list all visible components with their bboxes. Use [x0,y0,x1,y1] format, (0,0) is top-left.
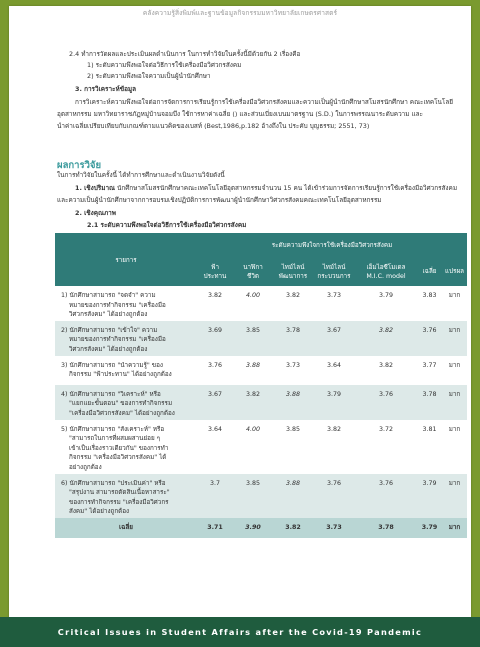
cell-value: 3.76 [355,474,417,518]
total-value: 3.82 [273,518,313,538]
column-header: นาฬิกา ชีวิต [233,257,273,286]
mean-header: เฉลี่ย [417,257,442,286]
table-header-row-1 [55,233,467,257]
cell-value: 3.64 [197,420,233,474]
cell-value: 3.85 [233,321,273,356]
row-item: 6) นักศึกษาสามารถ "ประเมินค่า" หรือ "สรุปงาน สามารถตัดสินเนื้อหาสาระ" ของการทำกิจกรรม "เครื่องมือวิศวกร สังคม" ได้อย่างถูกต้อง [55,474,197,518]
cell-value: 4.00 [233,286,273,321]
row-item: 3) นักศึกษาสามารถ "นำความรู้" ของ กิจกรรม "ฟ้าประทาน" ได้อย่างถูกต้อง [55,356,197,385]
cell-value: 3.79 [313,385,355,420]
cell-mean: 3.77 [417,356,442,385]
analysis-heading: 3. การวิเคราะห์ข้อมูล [75,85,137,93]
cell-value: 3.82 [197,286,233,321]
cell-value: 3.85 [273,420,313,474]
table-row [55,286,467,321]
cell-mean: 3.76 [417,321,442,356]
cell-value: 3.82 [313,420,355,474]
table-row [55,321,467,356]
analysis-text-line-2: อุตสาหกรรม มหาวิทยาราชภัฏหมู่บ้านจอมบึง ใช้การหาค่าเฉลี่ย () และส่วนเบี่ยงเบนมาตรฐาน (S.D.) ในการพรรณนาระดับความ และ [57,110,423,118]
table-row [55,474,467,518]
table-row [55,385,467,420]
cell-value: 3.82 [355,356,417,385]
total-label: เฉลี่ย [55,518,197,538]
cell-value: 3.72 [355,420,417,474]
column-header: ไทม์ไลน์ กระบวนการ [313,257,355,286]
quantitative-label: 1. เชิงปริมาณ [75,184,115,192]
table-row [55,420,467,474]
cell-value: 3.82 [355,321,417,356]
cell-interp: มาก [442,474,467,518]
total-value: 3.71 [197,518,233,538]
cell-value: 3.79 [355,286,417,321]
cell-mean: 3.79 [417,474,442,518]
column-header: ไทม์ไลน์ พัฒนาการ [273,257,313,286]
total-value: 3.73 [313,518,355,538]
cell-value: 3.64 [313,356,355,385]
column-header: ฟ้า ประทาน [197,257,233,286]
row-item: 5) นักศึกษาสามารถ "สังเคราะห์" หรือ "สามารถในการที่ผสมผสานย่อย ๆ เข้าเป็นเรื่องราวเดียวกัน" ของการทำ กิจกรรม "เครื่องมือวิศวกรสังคม" ได้ อย่างถูกต้อง [55,420,197,474]
cell-value: 3.67 [197,385,233,420]
cell-interp: มาก [442,321,467,356]
cell-value: 3.67 [313,321,355,356]
cell-interp: มาก [442,385,467,420]
interpretation-header: แปรผล [442,257,467,286]
item-header: รายการ [55,233,197,286]
results-intro: ในการทำวิจัยในครั้งนี้ ได้ทำการศึกษาและดำเนินงานวิจัยดังนี้ [57,171,225,179]
cell-value: 3.88 [273,474,313,518]
group-header: ระดับความพึงใจการใช้เครื่องมือวิศวกรสังคม [197,233,467,257]
cell-value: 3.88 [273,385,313,420]
cell-value: 4.00 [233,420,273,474]
column-header: เอ็มไอซีโมเดล M.I.C. model [355,257,417,286]
row-item: 4) นักศึกษาสามารถ "วิเคราะห์" หรือ "แยกแยะขั้นตอน" ของการทำกิจกรรม "เครื่องมือวิศวกรสังคม" ได้อย่างถูกต้อง [55,385,197,420]
analysis-text-line-3: นำค่าเฉลี่ยเปรียบเทียบกับเกณฑ์ตามแนวคิดของเบสท์ (Best,1986,p.182 อ้างถึงใน ประคับ บุญธรรม; 2551, 73) [57,122,370,130]
cell-value: 3.78 [273,321,313,356]
running-header: คลังความรู้สิ่งพิมพ์และฐานข้อมูลกิจกรรมมหาวิทยาลัยเกษตรศาสตร์ [142,9,338,17]
cell-value: 3.82 [233,385,273,420]
method-item-2-4: 2.4 ทำการวัดผลและประเมินผลดำเนินการ ในการทำวิจัยในครั้งนี้มีด้วยกัน 2 เรื่องคือ [69,50,301,58]
cell-interp: มาก [442,420,467,474]
quantitative-text-2: และความเป็นผู้นำนักศึกษาจากการอบรมเชิงปฏิบัติการการพัฒนาผู้นำนักศึกษาวิศวกรสังคมคณะเทคโนโลยีอุตสาหกรรม [57,196,382,204]
row-item: 1) นักศึกษาสามารถ "จดจำ" ความ หมายของการทำกิจกรรม "เครื่องมือ วิศวกรสังคม" ได้อย่างถูกต้อง [55,286,197,321]
cell-value: 3.82 [273,286,313,321]
cell-value: 3.76 [313,474,355,518]
results-title: ผลการวิจัย [57,160,102,171]
row-item: 2) นักศึกษาสามารถ "เข้าใจ" ความ หมายของการทำกิจกรรม "เครื่องมือ วิศวกรสังคม" ได้อย่างถูกต้อง [55,321,197,356]
quantitative-text-1: นักศึกษาสโมสรนักศึกษาคณะเทคโนโลยีอุตสาหกรรมจำนวน 15 คน ได้เข้าร่วมการจัดการเรียนรู้การใช้เครื่องมือวิศวกรสังคม [114,184,458,192]
cell-value: 3.73 [313,286,355,321]
total-mean: 3.79 [417,518,442,538]
document-page [9,6,471,642]
analysis-text-line-1: การวิเคราะห์ความพึงพอใจต่อการจัดการการเรียนรู้การใช้เครื่องมือวิศวกรสังคมและความเป็นผู้นำนักศึกษาสโมสรนักศึกษา คณะเทคโนโลยี [75,98,454,106]
footer-banner: Critical Issues in Student Affairs after the Covid-19 Pandemic [0,617,480,647]
table-row [55,356,467,385]
cell-mean: 3.78 [417,385,442,420]
cell-value: 3.69 [197,321,233,356]
qualitative-label: 2. เชิงคุณภาพ [75,209,116,217]
method-item-2-4-1: 1) ระดับความพึงพอใจต่อวิธีการใช้เครื่องมือวิศวกรสังคม [87,61,242,69]
quantitative-paragraph [75,184,457,193]
cell-value: 3.85 [233,474,273,518]
method-item-2-4-2: 2) ระดับความพึงพอใจความเป็นผู้นำนักศึกษา [87,72,211,80]
cell-value: 3.73 [273,356,313,385]
cell-mean: 3.81 [417,420,442,474]
total-interp: มาก [442,518,467,538]
cell-interp: มาก [442,286,467,321]
cell-value: 3.76 [197,356,233,385]
cell-value: 3.88 [233,356,273,385]
table-total-row [55,518,467,538]
satisfaction-table [55,233,467,538]
cell-value: 3.7 [197,474,233,518]
table-caption: 2.1 ระดับความพึงพอใจต่อวิธีการใช้เครื่องมือวิศวกรสังคม [87,221,247,229]
cell-value: 3.76 [355,385,417,420]
total-value: 3.90 [233,518,273,538]
total-value: 3.78 [355,518,417,538]
cell-interp: มาก [442,356,467,385]
cell-mean: 3.83 [417,286,442,321]
